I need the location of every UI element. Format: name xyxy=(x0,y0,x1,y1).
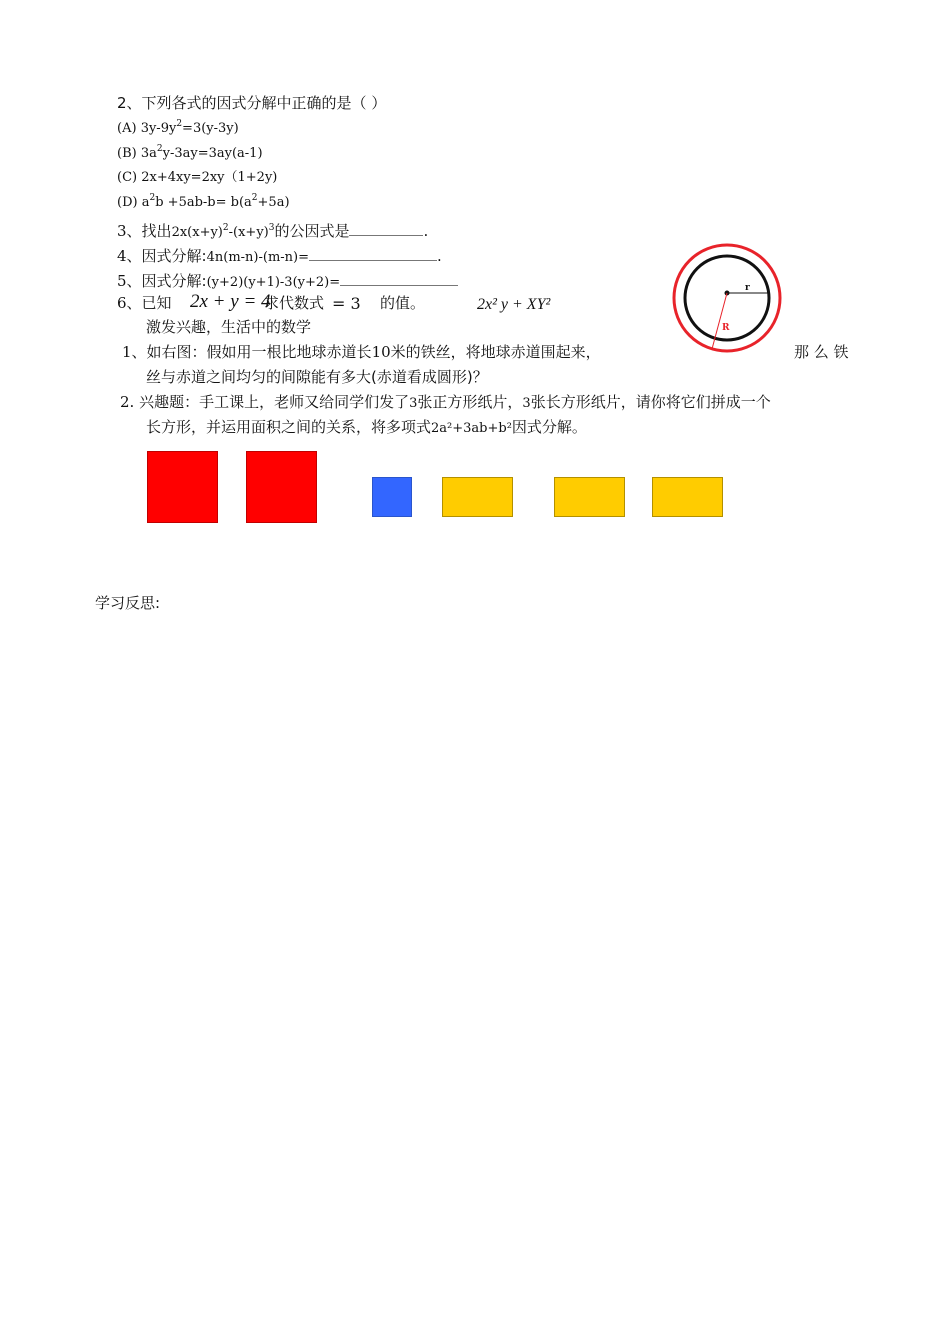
q6-overlap-text: 求代数式 xyxy=(264,294,325,312)
q6-equation-2: = 3 xyxy=(332,294,361,313)
yellow-rectangle-3[interactable] xyxy=(652,477,723,517)
label-r: r xyxy=(745,283,750,293)
red-square-2[interactable] xyxy=(246,451,317,523)
reflection-label: 学习反思: xyxy=(95,594,161,612)
q5-line: 5、因式分解:(y+2)(y+1)-3(y+2)= xyxy=(117,271,458,289)
q3-answer-blank[interactable] xyxy=(349,221,423,236)
q2-option-c: (C) 2x+4xy=2xy（1+2y) xyxy=(117,170,278,185)
outer-circle xyxy=(674,245,780,351)
q4-line: 4、因式分解:4n(m-n)-(m-n)= . xyxy=(117,247,442,265)
earth-circle-figure xyxy=(670,242,784,354)
yellow-rectangle-2[interactable] xyxy=(554,477,625,517)
p1-line-2: 丝与赤道之间均匀的间隙能有多大(赤道看成圆形)？ xyxy=(146,368,488,386)
q3-line: 3、找出$2x(x+y)^2-(x+y)^3$的公因式是 . xyxy=(117,222,429,240)
p2-line-1: 2. 兴趣题：手工课上，老师又给同学们发了3张正方形纸片，3张长方形纸片，请你将它们拼成一个 xyxy=(120,393,771,411)
yellow-rectangle-1[interactable] xyxy=(442,477,513,517)
q2-option-a: (A) $3y-9y^2=3(y-3y)$ xyxy=(117,119,239,136)
q6-expression: 2x² y + XY² xyxy=(477,296,551,313)
label-R: R xyxy=(722,323,730,333)
q6-number: 6、已知 xyxy=(117,294,172,312)
q4-answer-blank[interactable] xyxy=(309,246,437,261)
red-square-1[interactable] xyxy=(147,451,218,523)
q6-tail: 的值。 xyxy=(380,294,426,312)
p1-line-1: 1、如右图：假如用一根比地球赤道长10米的铁丝，将地球赤道围起来， xyxy=(122,343,601,361)
blue-square[interactable] xyxy=(372,477,412,517)
q6-equation-1: 2x + y = 4 xyxy=(190,291,271,312)
q2-option-d: (D) $a^2b +5ab-b= b(a^2+5a)$ xyxy=(117,193,290,210)
section-heading: 激发兴趣，生活中的数学 xyxy=(146,318,312,336)
q2-title: 2、下列各式的因式分解中正确的是（ ） xyxy=(117,94,387,112)
p1-line-1-right: 那 么 铁 xyxy=(794,343,849,361)
q2-option-b: (B) $3a^2y-3ay=3ay(a-1)$ xyxy=(117,144,263,161)
p2-line-2: 长方形，并运用面积之间的关系，将多项式2a²+3ab+b²因式分解。 xyxy=(146,418,587,436)
q5-answer-blank[interactable] xyxy=(340,271,458,286)
